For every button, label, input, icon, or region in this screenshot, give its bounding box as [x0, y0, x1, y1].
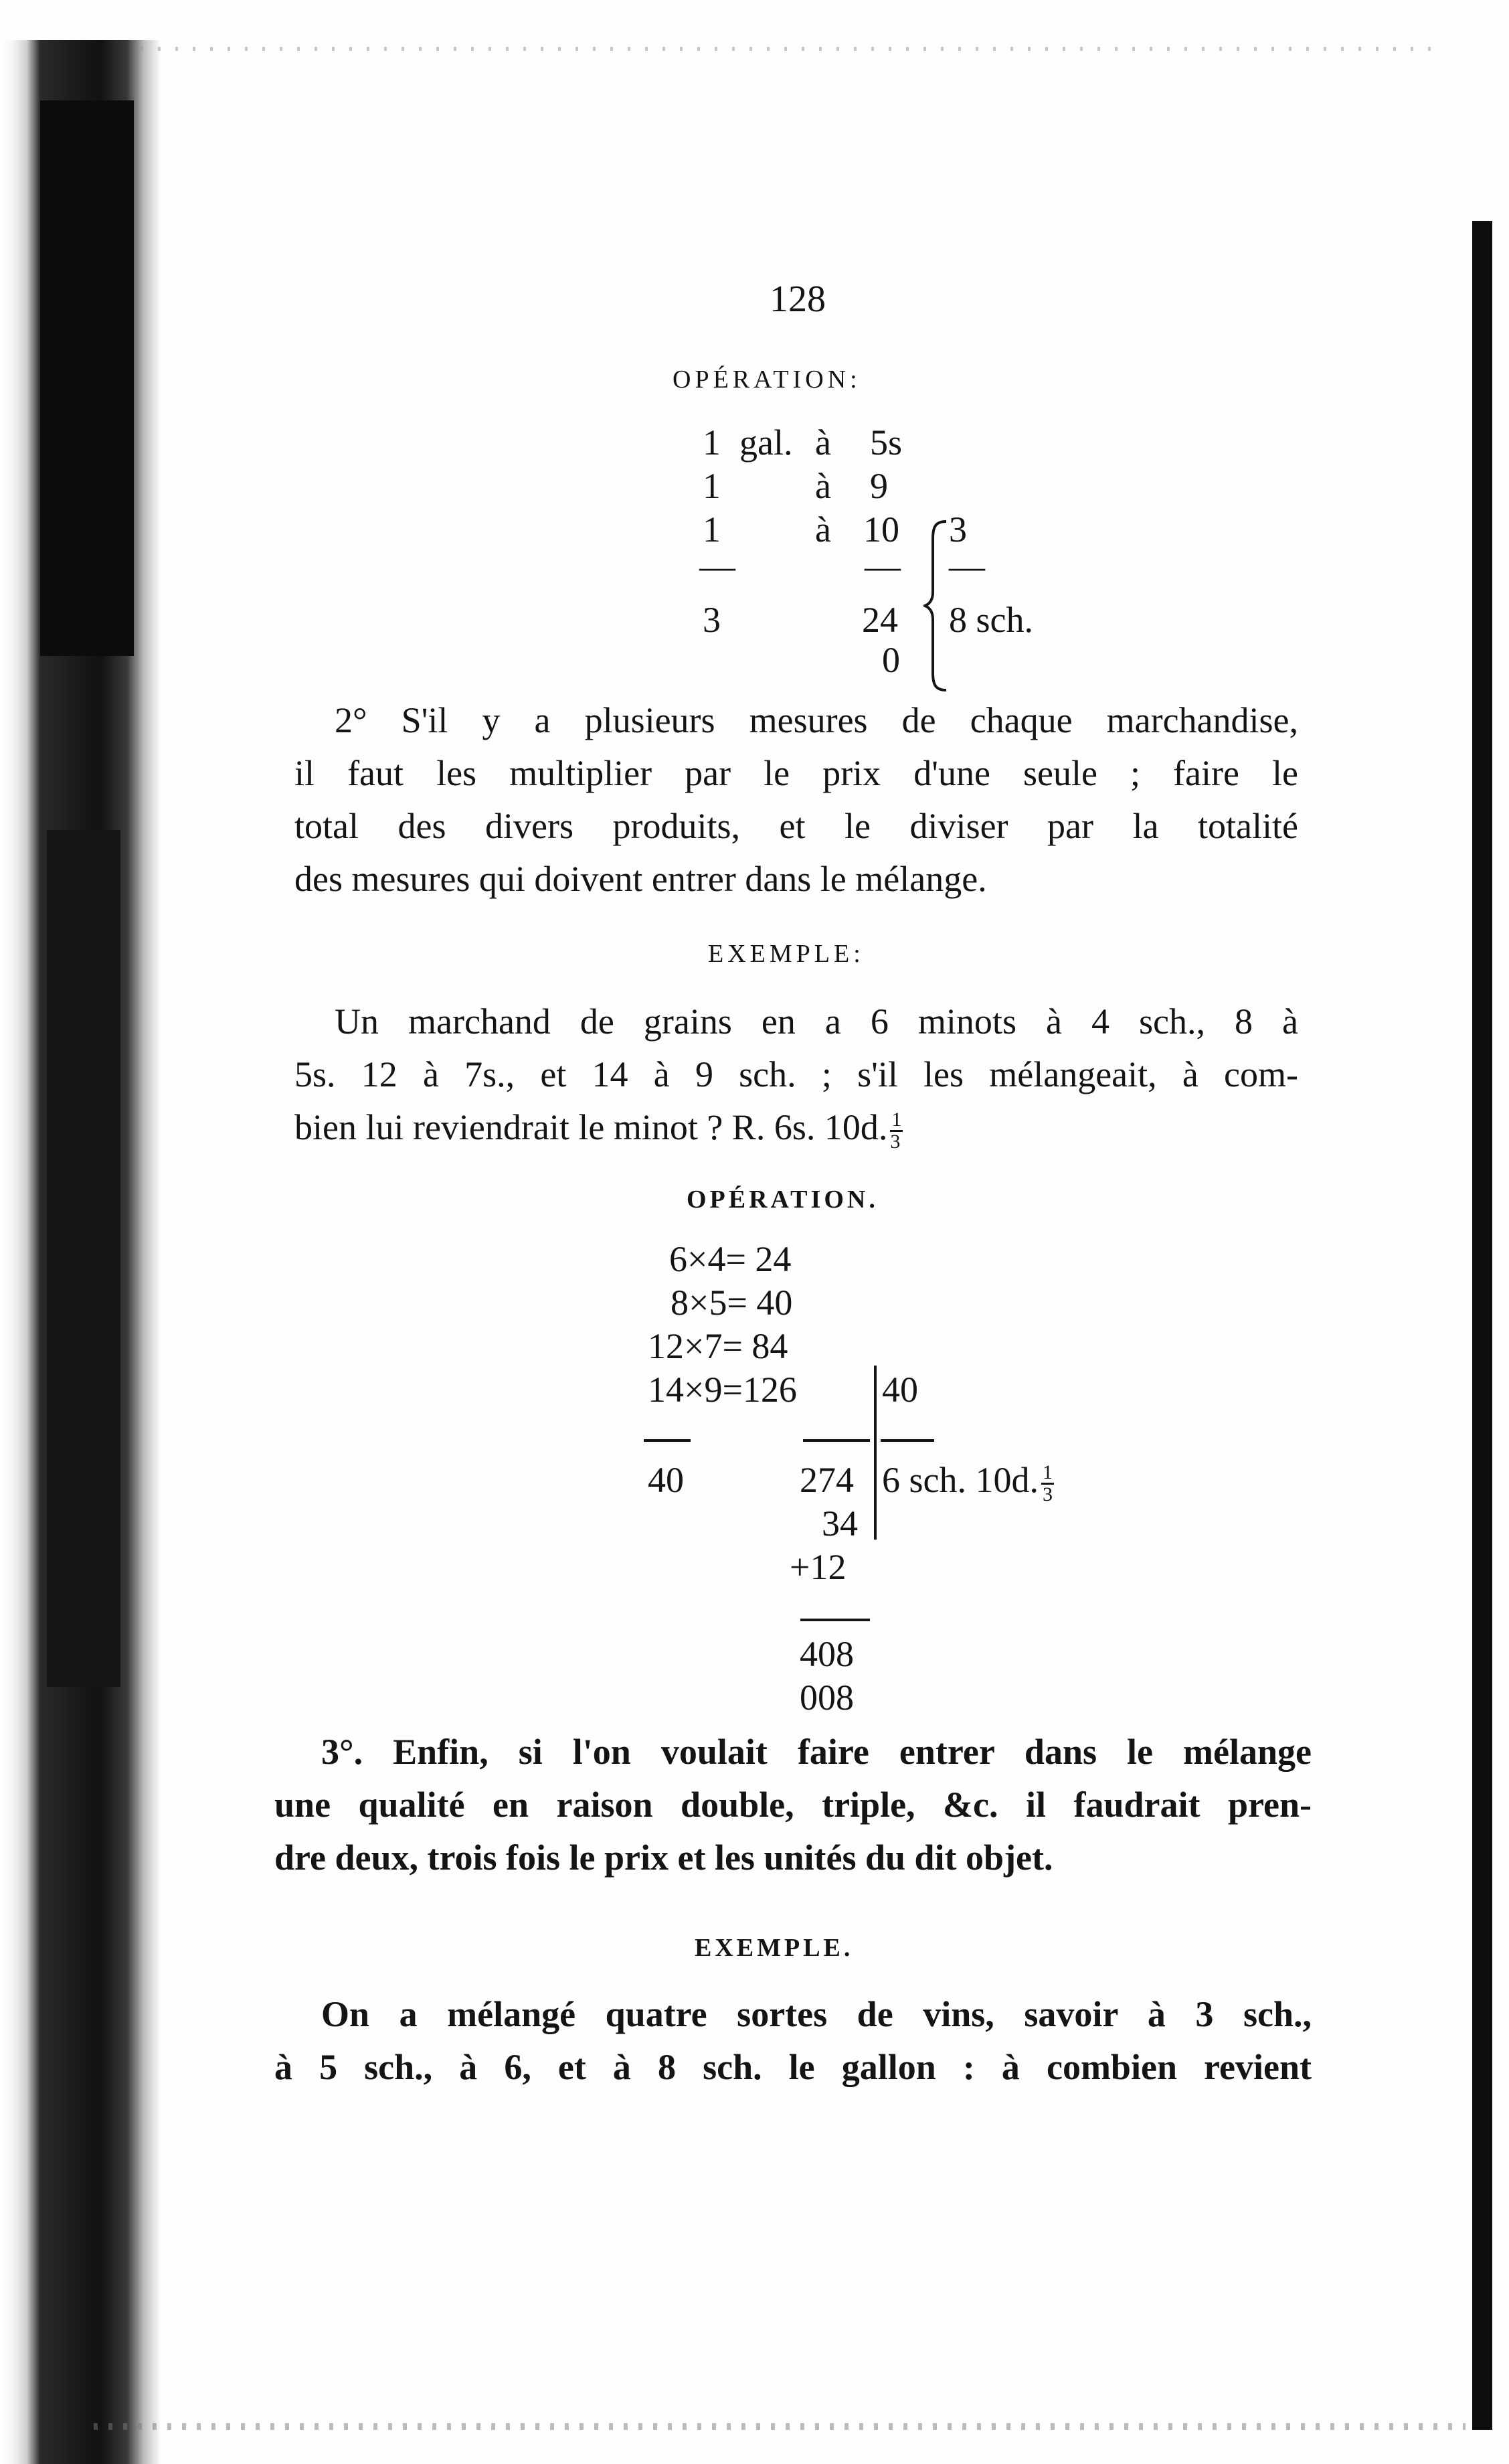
example2-line-1: On a mélangé quatre sortes de vins, savoir à 3 sch., [321, 1994, 1312, 2034]
op2-carry-2: 008 [800, 1677, 854, 1718]
op2-remainder: 34 [822, 1503, 858, 1544]
example2-line-2: à 5 sch., à 6, et à 8 sch. le gallon : à combien revient [274, 2047, 1312, 2087]
op2-result [882, 1459, 1054, 1505]
para2-line-2: il faut les multiplier par le prix d'une seule ; faire le [294, 753, 1298, 793]
op2-rule-sum [803, 1439, 870, 1442]
op1-result: 8 sch. [949, 600, 1033, 640]
para3-line-1: 3°. Enfin, si l'on voulait faire entrer dans le mélange [321, 1732, 1312, 1772]
op1-row3-qty: 1 [703, 509, 721, 550]
op2-row-4: 14×9=126 [648, 1370, 797, 1410]
op1-dash-sum: — [865, 546, 901, 586]
paragraph-2 [294, 694, 1298, 906]
op1-row1-a: à [815, 422, 831, 463]
op2-carry-1: 408 [800, 1634, 854, 1674]
op2-row-2: 8×5= 40 [671, 1283, 793, 1323]
op2-rule-divisor [881, 1439, 934, 1442]
op1-row2-a: à [815, 466, 831, 506]
scan-bottom-speckle [94, 2423, 1466, 2430]
example1-line-2: 5s. 12 à 7s., et 14 à 9 sch. ; s'il les mélangeait, à com- [294, 1054, 1298, 1094]
op2-division-bar [874, 1366, 877, 1540]
scan-binding-shadow-lower [47, 830, 120, 1687]
op2-result-fraction: $\frac{1}{3}$ [1042, 1461, 1053, 1506]
op2-total-qty: 40 [648, 1460, 684, 1500]
op1-row1-unit: gal. [739, 422, 793, 463]
para2-line-1: 2° S'il y a plusieurs mesures de chaque marchandise, [335, 700, 1298, 740]
example1-text [294, 995, 1298, 1154]
scan-top-speckle [141, 47, 1445, 51]
op1-row1-price: 5s [870, 422, 903, 463]
op1-brace [923, 519, 950, 693]
para3-line-2: une qualité en raison double, triple, &c. il faudrait pren- [274, 1785, 1312, 1825]
op2-rule-carry [800, 1619, 870, 1621]
op1-remainder: 0 [882, 640, 900, 680]
paragraph-3 [274, 1726, 1312, 1884]
scan-right-edge [1472, 221, 1492, 2430]
op1-row2-qty: 1 [703, 466, 721, 506]
example2-text [274, 1988, 1312, 2094]
op1-row2-price: 9 [870, 466, 888, 506]
op1-total-sum: 24 [862, 600, 898, 640]
scan-binding-shadow [40, 100, 134, 656]
op1-dash-quotient: — [949, 546, 985, 586]
example1-line-1: Un marchand de grains en a 6 minots à 4 sch., 8 à [335, 1001, 1298, 1042]
para2-line-4: des mesures qui doivent entrer dans le mélange. [294, 859, 987, 899]
example1-line-3-text: bien lui reviendrait le minot ? R. 6s. 10d. [294, 1107, 888, 1147]
op1-row3-a: à [815, 509, 831, 550]
page-number: 128 [770, 278, 826, 320]
op1-row1-qty: 1 [703, 422, 721, 463]
op2-row-3: 12×7= 84 [648, 1326, 788, 1366]
example1-line-3 [294, 1101, 1298, 1154]
op2-plus: +12 [790, 1547, 847, 1587]
example1-heading: EXEMPLE: [708, 940, 865, 968]
op2-total-sum: 274 [800, 1460, 854, 1500]
op2-rule-qty [644, 1439, 691, 1442]
operation2-heading: OPÉRATION. [687, 1185, 879, 1214]
op2-result-text: 6 sch. 10d. [882, 1460, 1039, 1500]
op1-row3-price: 10 [863, 509, 899, 550]
example1-answer-fraction: $\frac{1}{3}$ [890, 1108, 902, 1153]
op2-row-1: 6×4= 24 [669, 1239, 792, 1279]
para2-line-3: total des divers produits, et le diviser par la totalité [294, 806, 1298, 846]
op1-dash-qty: — [699, 546, 735, 586]
op2-divisor: 40 [882, 1370, 918, 1410]
operation1-heading: OPÉRATION: [673, 365, 861, 394]
example2-heading: EXEMPLE. [695, 1934, 854, 1962]
op1-total-qty: 3 [703, 600, 721, 640]
op1-quotient: 3 [949, 509, 967, 550]
para3-line-3: dre deux, trois fois le prix et les unités du dit objet. [274, 1837, 1053, 1878]
